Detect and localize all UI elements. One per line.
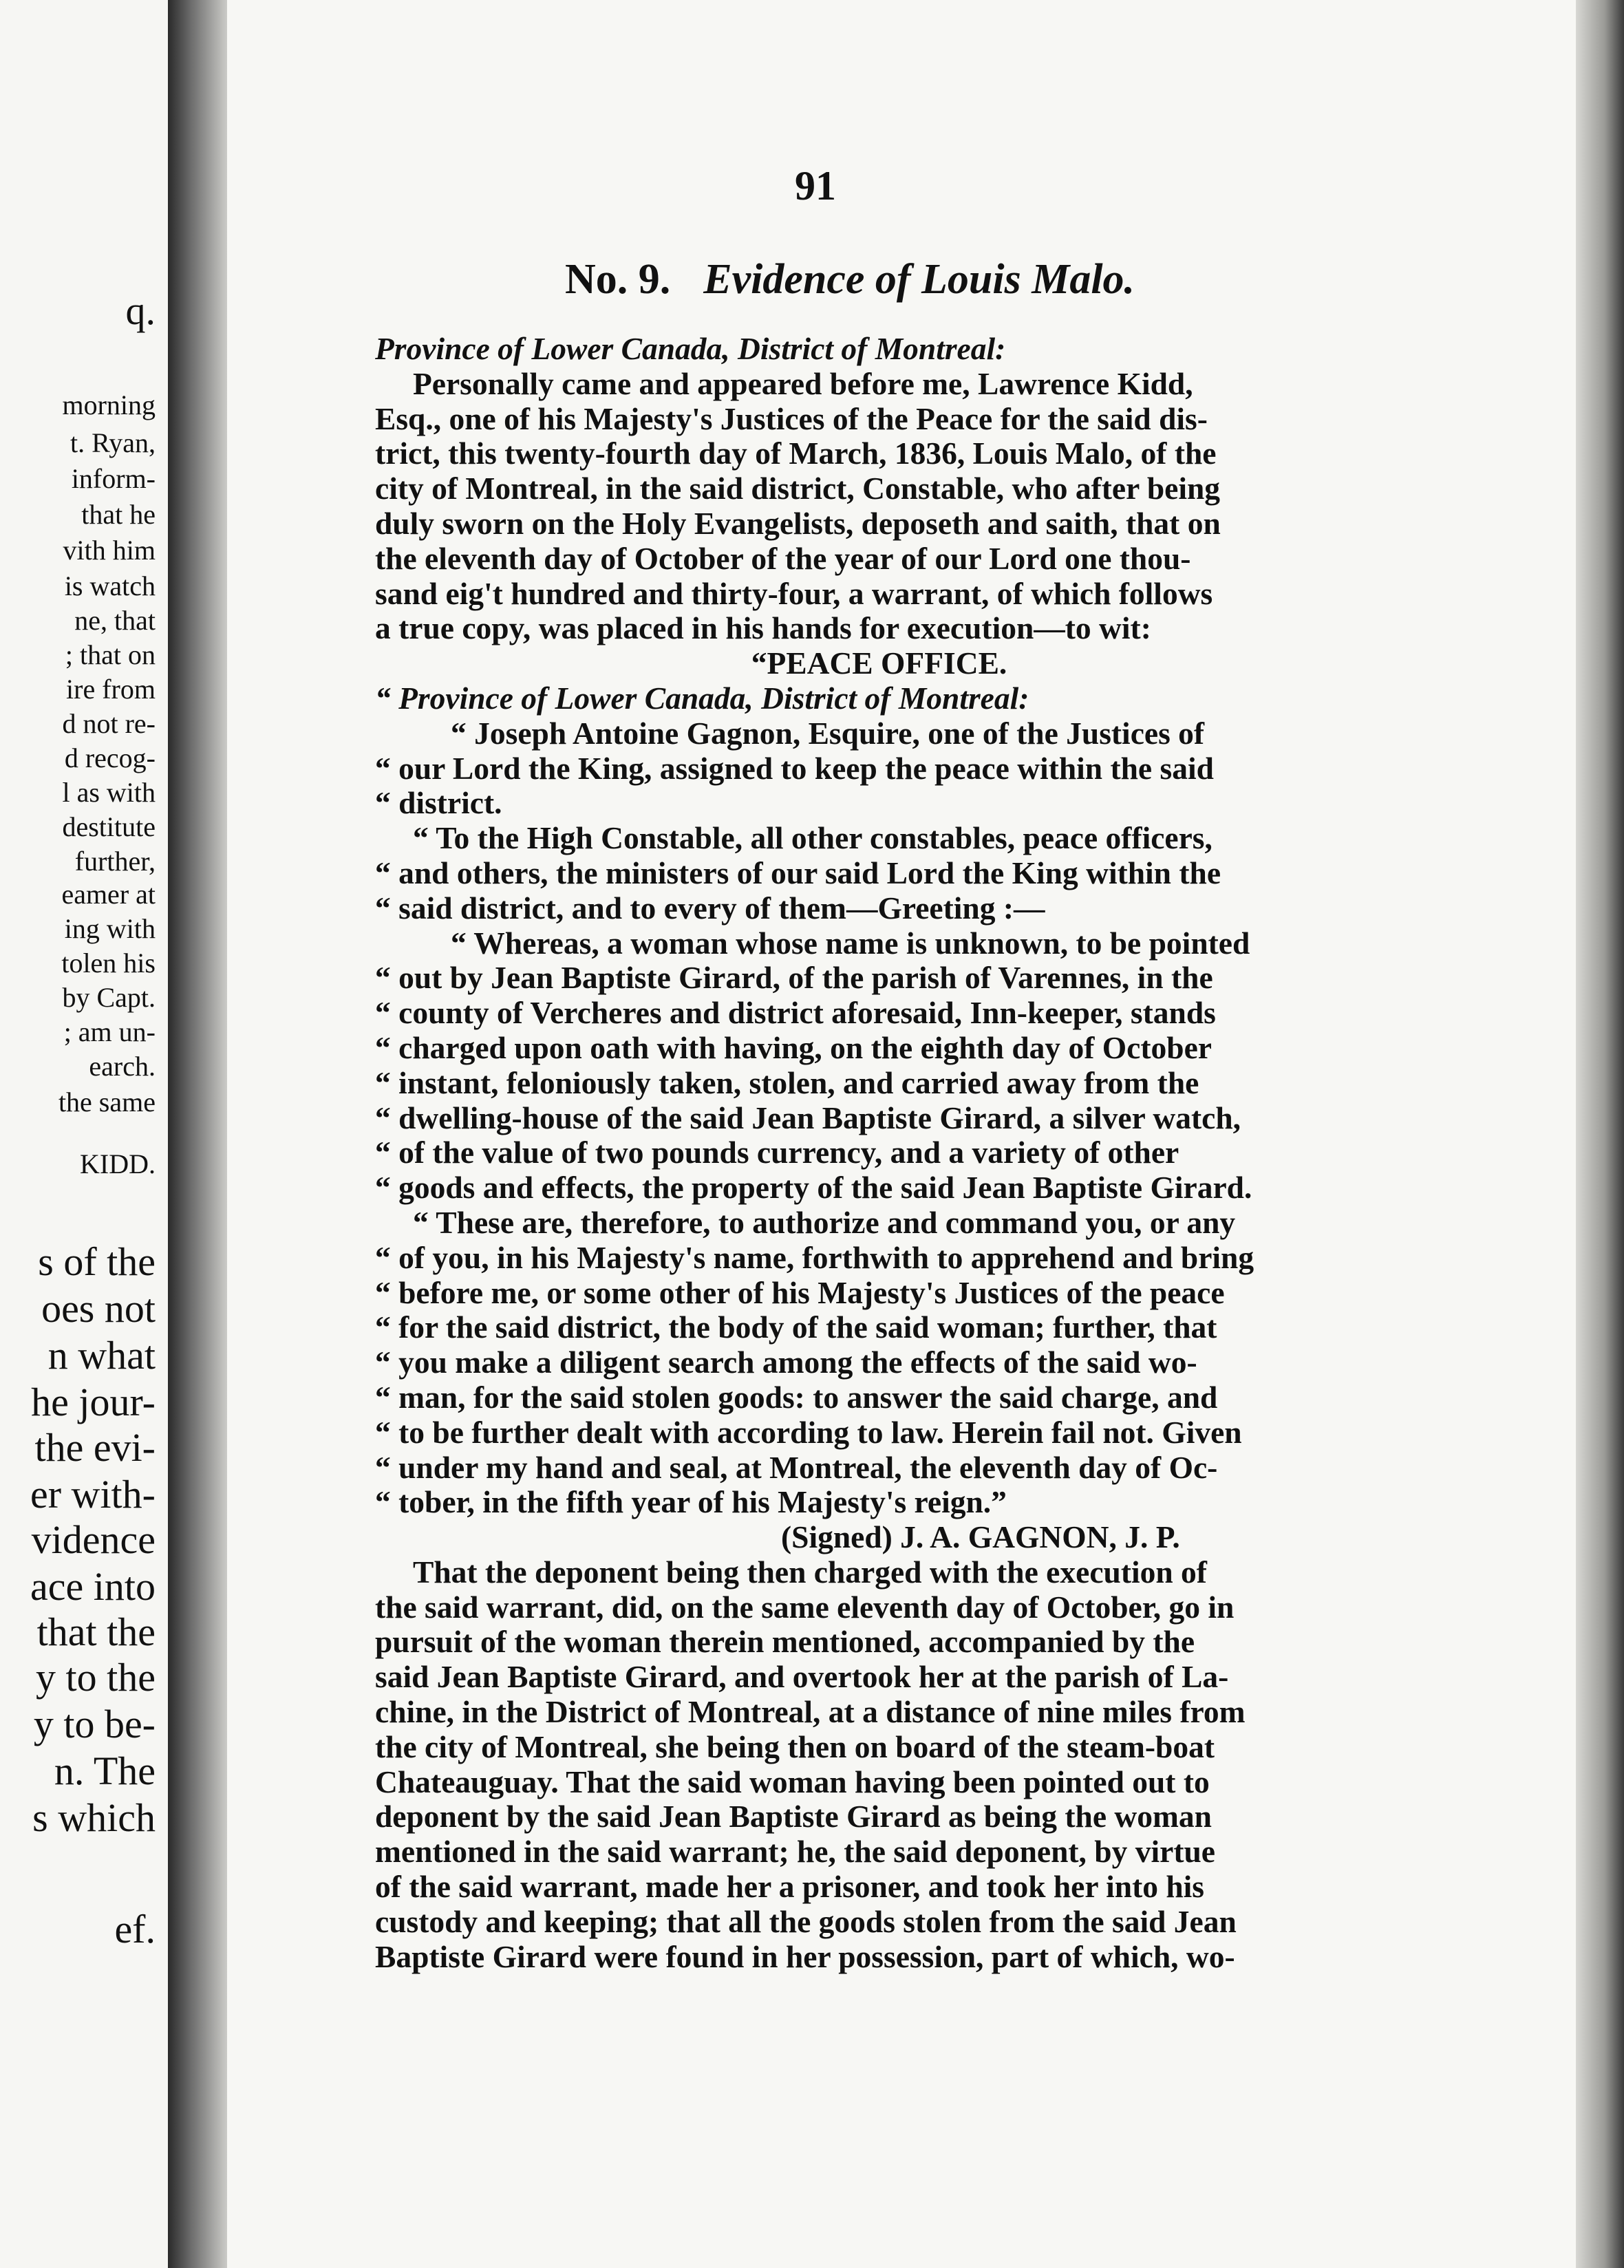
facing-page-line: vidence xyxy=(31,1517,156,1562)
facing-page-line: l as with xyxy=(62,777,156,808)
facing-page-left xyxy=(0,0,168,2268)
facing-page-line: ; that on xyxy=(65,639,156,670)
deposition-body xyxy=(375,332,1383,1974)
body-line: Personally came and appeared before me, Lawrence Kidd, xyxy=(413,365,1193,401)
signature-line: (Signed) J. A. GAGNON, J. P. xyxy=(781,1519,1180,1555)
facing-page-line: q. xyxy=(125,288,156,333)
body-line: “ to be further dealt with according to law. Herein fail not. Given xyxy=(375,1414,1242,1450)
page-number: 91 xyxy=(795,163,836,208)
facing-page-line: destitute xyxy=(62,811,156,842)
body-line: “ said district, and to every of them—Greeting :— xyxy=(375,890,1045,926)
facing-page-line: is watch xyxy=(64,570,156,601)
facing-page-line: KIDD. xyxy=(80,1148,156,1179)
facing-page-line: ace into xyxy=(30,1564,156,1609)
body-line: said Jean Baptiste Girard, and overtook her at the parish of La- xyxy=(375,1659,1229,1695)
body-line: “ district. xyxy=(375,785,502,821)
facing-page-line: ; am un- xyxy=(63,1016,156,1047)
body-line: “ To the High Constable, all other constables, peace officers, xyxy=(413,820,1212,856)
body-line: trict, this twenty-fourth day of March, 1836, Louis Malo, of the xyxy=(375,436,1217,471)
facing-page-line: ing with xyxy=(64,913,156,944)
facing-page-line: that he xyxy=(81,499,156,530)
facing-page-line: oes not xyxy=(41,1286,156,1331)
body-line: “ county of Vercheres and district aforesaid, Inn-keeper, stands xyxy=(375,995,1216,1031)
body-line: “ of the value of two pounds currency, and a variety of other xyxy=(375,1135,1179,1170)
facing-page-line: n. The xyxy=(54,1748,156,1793)
facing-page-line: n what xyxy=(47,1333,156,1378)
body-line: “ goods and effects, the property of the said Jean Baptiste Girard. xyxy=(375,1170,1252,1206)
facing-page-line: er with- xyxy=(30,1472,156,1517)
facing-page-line: vith him xyxy=(63,535,156,566)
facing-page-line: the same xyxy=(58,1087,156,1117)
facing-page-line: t. Ryan, xyxy=(70,427,156,458)
facing-page-line: by Capt. xyxy=(62,982,156,1013)
body-line: duly sworn on the Holy Evangelists, deposeth and saith, that on xyxy=(375,505,1221,541)
page-content xyxy=(375,162,1383,1974)
body-line: “ before me, or some other of his Majesty's Justices of the peace xyxy=(375,1274,1225,1310)
section-title: Evidence of Louis Malo. xyxy=(703,256,1135,303)
body-line: “ Joseph Antoine Gagnon, Esquire, one of the Justices of xyxy=(451,715,1205,751)
facing-page-line: y to be- xyxy=(33,1702,156,1746)
facing-page-line: eamer at xyxy=(61,879,156,910)
body-line: custody and keeping; that all the goods stolen from the said Jean xyxy=(375,1903,1237,1939)
facing-page-line: s of the xyxy=(38,1239,156,1284)
facing-page-line: that the xyxy=(36,1609,156,1654)
body-line: “ our Lord the King, assigned to keep the peace within the said xyxy=(375,750,1214,786)
body-line: Baptiste Girard were found in her possession, part of which, wo- xyxy=(375,1938,1235,1974)
body-line: sand eig't hundred and thirty-four, a warrant, of which follows xyxy=(375,575,1213,611)
body-line: “PEACE OFFICE. xyxy=(751,645,1007,681)
facing-page-line: d recog- xyxy=(64,742,156,773)
body-line: of the said warrant, made her a prisoner, and took her into his xyxy=(375,1869,1204,1905)
body-line: “ and others, the ministers of our said Lord the King within the xyxy=(375,855,1221,890)
body-line: Chateauguay. That the said woman having been pointed out to xyxy=(375,1764,1210,1799)
facing-page-line: d not re- xyxy=(62,708,156,739)
body-line: chine, in the District of Montreal, at a distance of nine miles from xyxy=(375,1694,1246,1730)
body-line: “ Whereas, a woman whose name is unknown, to be pointed xyxy=(451,925,1250,961)
body-line: city of Montreal, in the said district, Constable, who after being xyxy=(375,471,1221,506)
body-line: Province of Lower Canada, District of Montreal: xyxy=(375,331,1006,366)
body-line: mentioned in the said warrant; he, the said deponent, by virtue xyxy=(375,1834,1215,1870)
body-line: “ instant, feloniously taken, stolen, and carried away from the xyxy=(375,1065,1199,1100)
body-line: “ dwelling-house of the said Jean Baptiste Girard, a silver watch, xyxy=(375,1100,1241,1135)
body-line: “ man, for the said stolen goods: to answer the said charge, and xyxy=(375,1379,1218,1415)
facing-page-line: ire from xyxy=(66,674,156,705)
body-line: Esq., one of his Majesty's Justices of the Peace for the said dis- xyxy=(375,400,1208,436)
body-line: “ tober, in the fifth year of his Majesty's reign.” xyxy=(375,1484,1007,1520)
body-line: “ you make a diligent search among the effects of the said wo- xyxy=(375,1345,1197,1380)
facing-page-line: the evi- xyxy=(34,1425,156,1470)
section-heading xyxy=(375,255,1325,304)
facing-page-line: morning xyxy=(62,389,156,420)
body-line: “ out by Jean Baptiste Girard, of the parish of Varennes, in the xyxy=(375,960,1213,996)
facing-page-line: he jour- xyxy=(31,1380,156,1424)
body-line: the eleventh day of October of the year of our Lord one thou- xyxy=(375,540,1191,576)
body-line: pursuit of the woman therein mentioned, accompanied by the xyxy=(375,1624,1195,1660)
facing-page-line: earch. xyxy=(89,1051,156,1082)
facing-page-line: further, xyxy=(74,846,156,877)
body-line: “ These are, therefore, to authorize and command you, or any xyxy=(413,1204,1236,1240)
facing-page-line: ef. xyxy=(114,1907,156,1951)
facing-page-line: inform- xyxy=(71,463,156,494)
body-line: “ under my hand and seal, at Montreal, the eleventh day of Oc- xyxy=(375,1449,1218,1485)
facing-page-line: y to the xyxy=(36,1655,156,1700)
facing-page-line: ne, that xyxy=(74,605,156,636)
body-line: “ for the said district, the body of the said woman; further, that xyxy=(375,1309,1217,1345)
body-line: deponent by the said Jean Baptiste Girard as being the woman xyxy=(375,1799,1212,1834)
body-line: “ of you, in his Majesty's name, forthwith to apprehend and bring xyxy=(375,1239,1254,1275)
body-line: That the deponent being then charged with the execution of xyxy=(413,1554,1207,1590)
body-line: “ Province of Lower Canada, District of Montreal: xyxy=(375,680,1029,716)
body-line: the said warrant, did, on the same eleventh day of October, go in xyxy=(375,1589,1235,1625)
body-line: “ charged upon oath with having, on the eighth day of October xyxy=(375,1029,1212,1065)
facing-page-line: tolen his xyxy=(61,948,156,978)
body-line: the city of Montreal, she being then on board of the steam-boat xyxy=(375,1729,1215,1764)
body-line: a true copy, was placed in his hands for execution—to wit: xyxy=(375,610,1151,646)
page-edge xyxy=(1576,0,1624,2268)
facing-page-line: s which xyxy=(32,1795,156,1840)
section-number: No. 9. xyxy=(564,256,671,303)
